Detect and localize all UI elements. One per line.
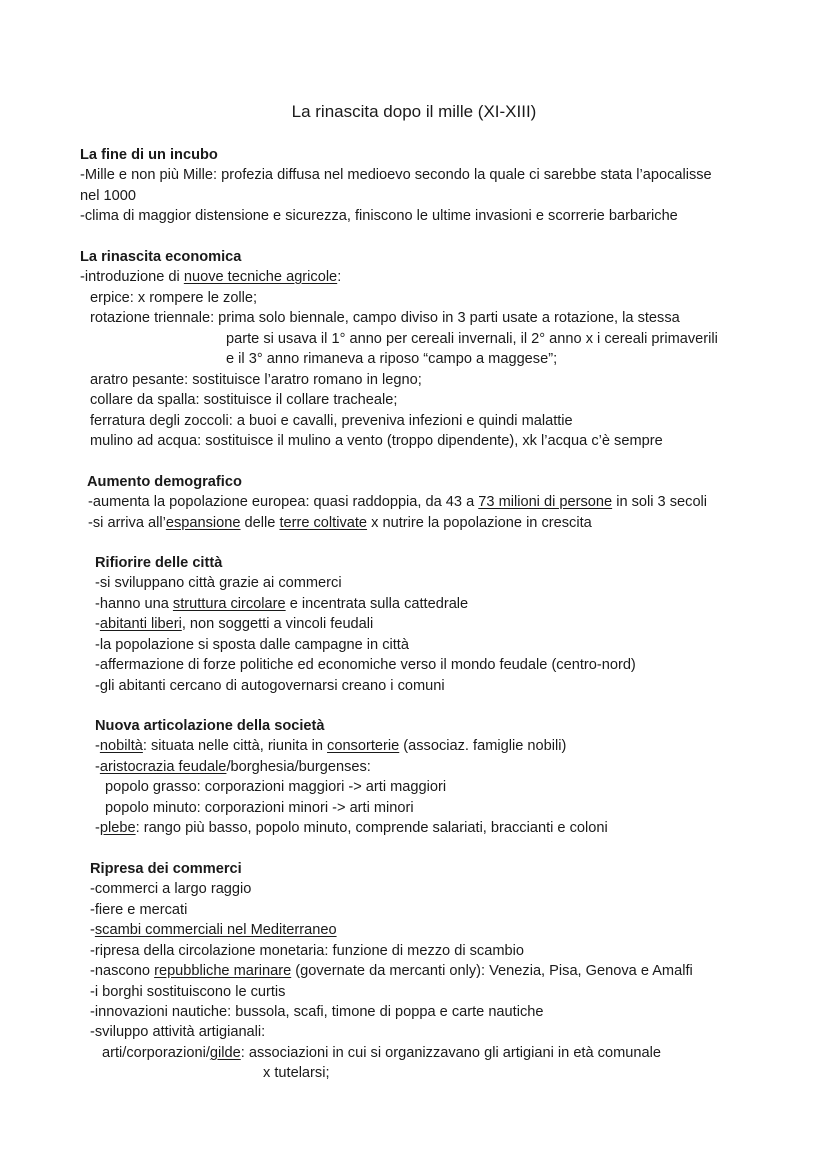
text-line [95,614,373,634]
text-line: -si sviluppano città grazie ai commerci [95,575,342,591]
text-segment: -aumenta la popolazione europea: quasi raddoppia, da 43 a [88,494,479,510]
text-line: ferratura degli zoccoli: a buoi e cavalli, preveniva infezioni e quindi malattie [90,413,573,429]
text-segment: - [95,616,100,632]
text-line: aratro pesante: sostituisce l’aratro romano in legno; [90,372,422,388]
page-title: La rinascita dopo il mille (XI-XIII) [291,102,537,121]
text-line [102,1043,661,1063]
text-line: -Mille e non più Mille: profezia diffusa nel medioevo secondo la quale ci sarebbe stata l’apocalisse [80,167,712,183]
text-line: -clima di maggior distensione e sicurezza, finiscono le ultime invasioni e scorrerie barbariche [80,208,678,224]
text-segment: , non soggetti a vincoli feudali [181,616,374,632]
text-line: nel 1000 [80,188,136,204]
text-line: -i borghi sostituiscono le curtis [90,984,286,1000]
section-heading-aumento-demografico: Aumento demografico [87,474,242,490]
section-heading-rifiorire-citta: Rifiorire delle città [95,555,223,571]
text-segment: e incentrata sulla cattedrale [285,596,469,612]
text-line: popolo grasso: corporazioni maggiori -> arti maggiori [105,779,447,795]
text-line [95,736,566,756]
text-line: collare da spalla: sostituisce il collare tracheale; [90,392,398,408]
text-line: mulino ad acqua: sostituisce il mulino a vento (troppo dipendente), xk l’acqua c’è sempre [90,433,663,449]
text-segment: -introduzione di [80,269,184,285]
underlined-term: nuove tecniche agricole [183,269,338,285]
text-segment: -si arriva all’ [88,515,166,531]
underlined-term: abitanti liberi [99,616,182,632]
text-line [80,267,341,287]
text-segment: - [90,922,95,938]
underlined-term: plebe [99,820,136,836]
text-segment: : situata nelle città, riunita in [142,738,328,754]
section-heading-fine-incubo: La fine di un incubo [80,147,218,163]
text-line: x tutelarsi; [263,1065,330,1081]
section-heading-ripresa-commerci: Ripresa dei commerci [90,861,242,877]
text-line: popolo minuto: corporazioni minori -> arti minori [105,800,414,816]
text-line [88,513,592,533]
underlined-term: espansione [165,515,241,531]
section-heading-articolazione-societa: Nuova articolazione della società [95,718,325,734]
text-line: -affermazione di forze politiche ed economiche verso il mondo feudale (centro-nord) [95,657,636,673]
text-segment: arti/corporazioni/ [102,1045,210,1061]
text-line: -gli abitanti cercano di autogovernarsi creano i comuni [95,678,445,694]
text-line: -la popolazione si sposta dalle campagne in città [95,637,409,653]
text-segment: : rango più basso, popolo minuto, comprende salariati, braccianti e coloni [135,820,608,836]
text-segment: -hanno una [95,596,173,612]
text-segment: /borghesia/burgenses: [226,759,371,775]
text-line [95,757,371,777]
underlined-term: terre coltivate [279,515,368,531]
text-line [88,492,707,512]
underlined-term: 73 milioni di persone [478,494,613,510]
text-line: erpice: x rompere le zolle; [90,290,258,306]
text-segment: : [337,269,342,285]
text-segment: -nascono [90,963,155,979]
text-line: parte si usava il 1° anno per cereali invernali, il 2° anno x i cereali primaverili [226,331,718,347]
text-line [90,920,337,940]
text-segment: (associaz. famiglie nobili) [399,738,567,754]
text-line: -innovazioni nautiche: bussola, scafi, timone di poppa e carte nautiche [90,1004,544,1020]
text-segment: : associazioni in cui si organizzavano gli artigiani in età comunale [240,1045,661,1061]
text-segment: - [95,759,100,775]
text-line: -sviluppo attività artigianali: [90,1024,266,1040]
underlined-term: scambi commerciali nel Mediterraneo [94,922,337,938]
underlined-term: nobiltà [99,738,143,754]
underlined-term: consorterie [327,738,400,754]
underlined-term: aristocrazia feudale [99,759,227,775]
text-line [90,961,693,981]
text-line: -fiere e mercati [90,902,188,918]
section-heading-rinascita-economica: La rinascita economica [80,249,242,265]
text-line [95,594,468,614]
text-segment: - [95,820,100,836]
text-segment: - [95,738,100,754]
text-line [95,818,608,838]
text-line: -ripresa della circolazione monetaria: funzione di mezzo di scambio [90,943,524,959]
text-line: e il 3° anno rimaneva a riposo “campo a maggese”; [226,351,558,367]
text-segment: x nutrire la popolazione in crescita [367,515,592,531]
text-line: rotazione triennale: prima solo biennale, campo diviso in 3 parti usate a rotazione, la stessa [90,310,680,326]
text-segment: delle [240,515,280,531]
text-line: -commerci a largo raggio [90,881,252,897]
text-segment: in soli 3 secoli [612,494,708,510]
underlined-term: struttura circolare [172,596,286,612]
text-segment: (governate da mercanti only): Venezia, Pisa, Genova e Amalfi [291,963,693,979]
underlined-term: gilde [209,1045,241,1061]
underlined-term: repubbliche marinare [154,963,292,979]
